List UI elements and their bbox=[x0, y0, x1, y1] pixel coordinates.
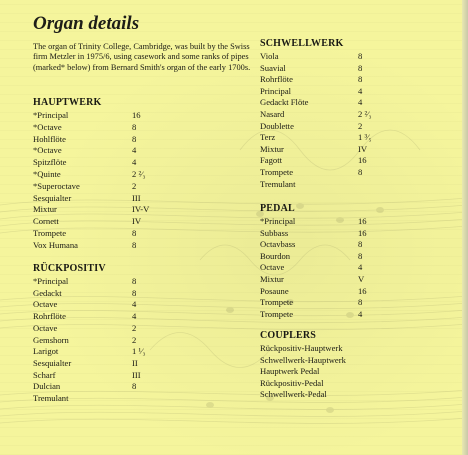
stop-name: Larigot bbox=[33, 346, 59, 357]
stop-pitch: 2 ²⁄₃ bbox=[358, 109, 372, 119]
stop-row bbox=[260, 179, 388, 190]
stop-row bbox=[33, 228, 162, 239]
stop-row bbox=[260, 228, 388, 239]
stop-row bbox=[260, 132, 388, 143]
couplers-heading: COUPLERS bbox=[260, 330, 317, 341]
stop-row bbox=[260, 63, 388, 74]
stop-name: Viola bbox=[260, 51, 279, 61]
stop-pitch: IV bbox=[358, 143, 368, 154]
stop-name: Gedackt Flöte bbox=[260, 97, 309, 108]
stop-name: Bourdon bbox=[260, 250, 291, 261]
stop-row bbox=[33, 335, 162, 346]
stop-row bbox=[260, 239, 388, 250]
intro-paragraph: The organ of Trinity College, Cambridge, was built by the Swiss firm Metzler in 1975/6, using casework and some ranks of pipes (marked* below) from Bernard Smith's organ of the early 1700s. bbox=[33, 42, 251, 72]
stop-pitch: 8 bbox=[132, 287, 137, 298]
stop-pitch: 16 bbox=[358, 227, 367, 238]
stop-row bbox=[260, 286, 388, 297]
stop-pitch: 4 bbox=[132, 299, 137, 310]
page-edge bbox=[462, 0, 468, 455]
coupler-item: Schwellwerk-Hauptwerk bbox=[260, 354, 346, 365]
schwellwerk-heading: SCHWELLWERK bbox=[260, 38, 344, 49]
stop-pitch: 8 bbox=[358, 167, 363, 177]
stop-pitch: 16 bbox=[358, 216, 367, 226]
stop-name: *Principal bbox=[260, 216, 296, 226]
stop-name: Mixtur bbox=[260, 274, 284, 284]
coupler-item: Rückpositiv-Hauptwerk bbox=[260, 343, 343, 353]
stop-name: Trompete bbox=[33, 228, 67, 238]
stop-name: Rohrflöte bbox=[260, 74, 293, 85]
stop-pitch: 8 bbox=[358, 74, 363, 85]
ruckpositiv-heading: RÜCKPOSITIV bbox=[33, 263, 106, 274]
coupler-item: Hauptwerk Pedal bbox=[260, 366, 320, 377]
stop-pitch: 4 bbox=[358, 262, 363, 273]
stop-row bbox=[33, 346, 162, 357]
stop-name: Mixtur bbox=[33, 204, 57, 215]
stop-name: Trompete bbox=[260, 297, 294, 308]
stop-row bbox=[33, 169, 162, 180]
stop-row bbox=[260, 109, 388, 120]
stop-pitch: 2 bbox=[132, 180, 137, 191]
stop-name: Gedackt bbox=[33, 287, 62, 298]
stop-row bbox=[260, 86, 388, 97]
stop-name: Vox Humana bbox=[33, 239, 78, 250]
stop-row bbox=[260, 216, 388, 227]
stop-row bbox=[260, 274, 388, 285]
stop-name: Rohrflöte bbox=[33, 311, 66, 322]
stop-row bbox=[33, 110, 162, 121]
pedal-heading: PEDAL bbox=[260, 203, 295, 214]
stop-row bbox=[260, 309, 388, 320]
stop-row bbox=[260, 167, 388, 178]
stop-pitch: 8 bbox=[358, 239, 363, 250]
stop-pitch: IV bbox=[132, 216, 142, 227]
stop-name: Trompete bbox=[260, 308, 294, 319]
stop-row bbox=[33, 370, 162, 381]
stop-row bbox=[33, 323, 162, 334]
stop-name: Sesquialter bbox=[33, 357, 72, 368]
stop-name: Trompete bbox=[260, 167, 294, 177]
page-title: Organ details bbox=[33, 13, 140, 34]
stop-name: Sesquialter bbox=[33, 192, 72, 203]
stop-name: Spitzflöte bbox=[33, 157, 67, 168]
stop-pitch: 4 bbox=[358, 308, 363, 319]
stop-row bbox=[33, 358, 162, 369]
stop-pitch: 4 bbox=[132, 145, 137, 156]
stop-name: *Octave bbox=[33, 145, 62, 156]
stop-pitch: 2 bbox=[358, 120, 363, 131]
stop-pitch: 2 ²⁄₃ bbox=[132, 169, 146, 179]
stop-name: Nasard bbox=[260, 109, 285, 119]
hauptwerk-heading: HAUPTWERK bbox=[33, 97, 102, 108]
stop-name: Tremulant bbox=[260, 178, 296, 189]
stop-pitch: 8 bbox=[132, 133, 137, 144]
stop-name: Gemshorn bbox=[33, 334, 69, 345]
stop-row bbox=[33, 157, 162, 168]
stop-name: Dulcian bbox=[33, 381, 61, 392]
stop-name: Posaune bbox=[260, 285, 289, 296]
stop-row bbox=[33, 216, 162, 227]
stop-pitch: 16 bbox=[358, 285, 367, 296]
stop-pitch: IV-V bbox=[132, 204, 150, 215]
stop-pitch: 2 bbox=[132, 322, 137, 333]
stop-row bbox=[33, 181, 162, 192]
stop-name: Principal bbox=[260, 85, 292, 96]
stop-name: Octavbass bbox=[260, 239, 296, 250]
stop-row bbox=[33, 204, 162, 215]
stop-row bbox=[260, 155, 388, 166]
stop-name: Mixtur bbox=[260, 143, 284, 154]
stop-row bbox=[260, 262, 388, 273]
stop-name: Doublette bbox=[260, 120, 294, 131]
stop-pitch: V bbox=[358, 274, 365, 284]
stop-name: Tremulant bbox=[33, 393, 69, 403]
stop-row bbox=[33, 122, 162, 133]
stop-name: *Superoctave bbox=[33, 180, 80, 191]
stop-row bbox=[33, 240, 162, 251]
stop-row bbox=[33, 393, 162, 404]
stop-name: *Principal bbox=[33, 110, 69, 120]
stop-row bbox=[33, 299, 162, 310]
stop-row bbox=[260, 51, 388, 62]
stop-row bbox=[33, 193, 162, 204]
stop-pitch: 8 bbox=[132, 239, 137, 250]
stop-pitch: 16 bbox=[358, 155, 367, 166]
coupler-item: Schwellwerk-Pedal bbox=[260, 389, 327, 400]
stop-pitch: 8 bbox=[358, 297, 363, 308]
stop-row bbox=[33, 276, 162, 287]
stop-pitch: 1 ³⁄₅ bbox=[358, 132, 372, 143]
stop-pitch: 4 bbox=[358, 97, 363, 108]
stop-row bbox=[33, 311, 162, 322]
stop-pitch: 16 bbox=[132, 110, 141, 120]
stop-pitch: 4 bbox=[132, 311, 137, 322]
stop-name: Hohlflöte bbox=[33, 133, 66, 144]
stop-name: Terz bbox=[260, 132, 276, 143]
stop-name: Octave bbox=[33, 322, 58, 333]
stop-name: *Quinte bbox=[33, 169, 61, 179]
stop-name: Fagott bbox=[260, 155, 282, 166]
stop-name: Cornett bbox=[33, 216, 59, 227]
coupler-item: Rückpositiv-Pedal bbox=[260, 377, 324, 388]
stop-row bbox=[33, 381, 162, 392]
stop-row bbox=[260, 121, 388, 132]
stop-name: Suavial bbox=[260, 62, 286, 73]
stop-row bbox=[260, 251, 388, 262]
stop-pitch: 8 bbox=[358, 51, 363, 61]
stop-row bbox=[260, 297, 388, 308]
stop-pitch: 8 bbox=[132, 381, 137, 392]
stop-row bbox=[33, 145, 162, 156]
stop-pitch: 8 bbox=[132, 228, 137, 238]
stop-row bbox=[33, 288, 162, 299]
stop-pitch: 8 bbox=[132, 121, 137, 132]
stop-name: *Octave bbox=[33, 121, 62, 132]
stop-pitch: 2 bbox=[132, 334, 137, 345]
stop-row bbox=[260, 74, 388, 85]
stop-name: Subbass bbox=[260, 227, 289, 238]
stop-name: Octave bbox=[33, 299, 58, 310]
stop-pitch: III bbox=[132, 369, 141, 380]
stop-pitch: 8 bbox=[358, 250, 363, 261]
stop-pitch: 4 bbox=[358, 85, 363, 96]
stop-row bbox=[260, 144, 388, 155]
stop-row bbox=[260, 97, 388, 108]
stop-name: *Principal bbox=[33, 276, 69, 286]
stop-pitch: 4 bbox=[132, 157, 137, 168]
stop-pitch: II bbox=[132, 357, 138, 368]
stop-pitch: 8 bbox=[132, 276, 137, 286]
stop-name: Scharf bbox=[33, 369, 56, 380]
stop-pitch: 8 bbox=[358, 62, 363, 73]
stop-pitch: 1 ¹⁄₃ bbox=[132, 346, 146, 357]
stop-name: Octave bbox=[260, 262, 285, 273]
stop-row bbox=[33, 134, 162, 145]
stop-pitch: III bbox=[132, 192, 141, 203]
